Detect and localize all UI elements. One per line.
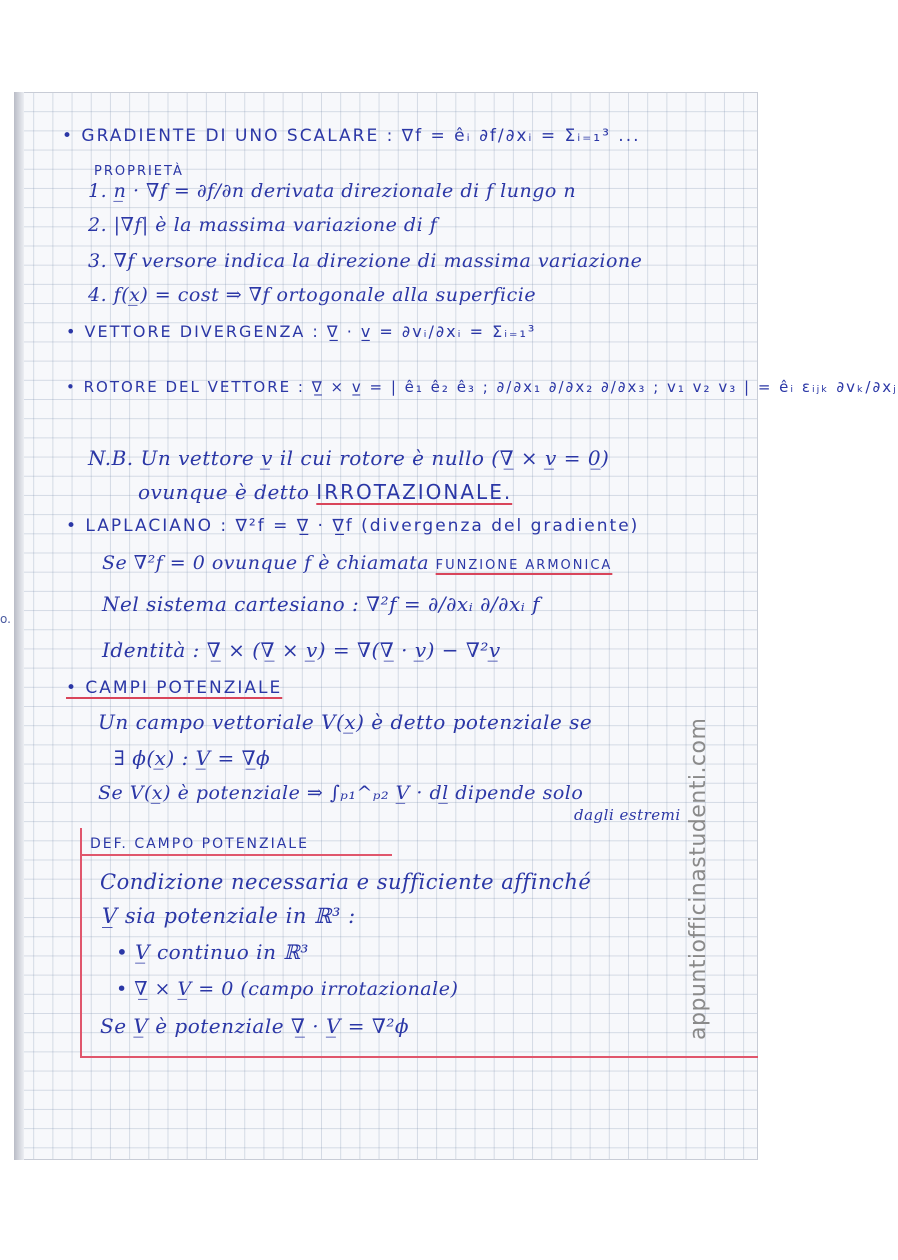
cartesian-laplacian: Nel sistema cartesiano : ∇²f = ∂/∂xᵢ ∂/∂xᵢ f [102, 592, 541, 616]
harmonic-line [102, 552, 612, 574]
notebook-spine [14, 92, 24, 1160]
property-1: 1. n̲ · ∇f = ∂f/∂n derivata direzionale di f lungo n [88, 180, 577, 202]
curl-heading: • ROTORE DEL VETTORE : ∇̲ × v̲ = | ê₁ ê₂ ê₃ ; ∂/∂x₁ ∂/∂x₂ ∂/∂x₃ ; v₁ v₂ v₃ | = êᵢ εᵢⱼₖ ∂vₖ/∂xⱼ [66, 378, 898, 396]
potential-fields-heading: • CAMPI POTENZIALE [66, 678, 283, 698]
property-3: 3. ∇f versore indica la direzione di massima variazione [88, 250, 643, 272]
irrotational-text: ovunque è detto [138, 480, 317, 504]
harmonic-term: FUNZIONE ARMONICA [435, 558, 613, 573]
margin-mark: o. [0, 612, 11, 626]
identity-line: Identità : ∇̲ × (∇̲ × v̲) = ∇(∇̲ · v̲) − ∇²v̲ [102, 638, 501, 662]
irrotational-line [138, 480, 512, 504]
definition-title: DEF. CAMPO POTENZIALE [90, 836, 309, 852]
condition-continuous: • V̲ continuo in ℝ³ [116, 940, 309, 964]
laplacian-heading: • LAPLACIANO : ∇²f = ∇̲ · ∇̲f (divergenza del gradiente) [66, 516, 640, 536]
harmonic-text: Se ∇²f = 0 ovunque f è chiamata [102, 552, 436, 574]
definition-title-underline [80, 854, 392, 856]
watermark: appuntiofficinastudenti.com [686, 717, 711, 1040]
path-integral-note: dagli estremi [574, 806, 681, 824]
potential-divergence: Se V̲ è potenziale ∇̲ · V̲ = ∇²ϕ [100, 1014, 410, 1038]
properties-label: PROPRIETÀ [94, 164, 184, 179]
definition-potential: V̲ sia potenziale in ℝ³ : [102, 904, 356, 928]
property-4: 4. f(x̲) = cost ⇒ ∇f ortogonale alla superficie [88, 284, 537, 306]
property-2: 2. |∇f| è la massima variazione di f [88, 214, 438, 236]
path-integral-line: Se V(x̲) è potenziale ⇒ ∫ₚ₁^ₚ₂ V̲ · dl̲ dipende solo [98, 782, 584, 804]
divergence-heading: • VETTORE DIVERGENZA : ∇̲ · v̲ = ∂vᵢ/∂xᵢ = Σᵢ₌₁³ [66, 322, 537, 341]
potential-definition: Un campo vettoriale V(x̲) è detto potenziale se [98, 710, 593, 734]
potential-existence: ∃ ϕ(x̲) : V̲ = ∇̲ϕ [114, 746, 271, 770]
definition-condition: Condizione necessaria e sufficiente affinché [100, 870, 592, 894]
irrotational-term: IRROTAZIONALE. [316, 480, 513, 504]
gradient-heading: • GRADIENTE DI UNO SCALARE : ∇f = êᵢ ∂f/∂xᵢ = Σᵢ₌₁³ ... [62, 126, 641, 146]
nb-note: N.B. Un vettore v̲ il cui rotore è nullo (∇̲ × v̲ = 0̲) [88, 446, 610, 470]
condition-irrotational: • ∇̲ × V̲ = 0 (campo irrotazionale) [116, 978, 459, 1000]
